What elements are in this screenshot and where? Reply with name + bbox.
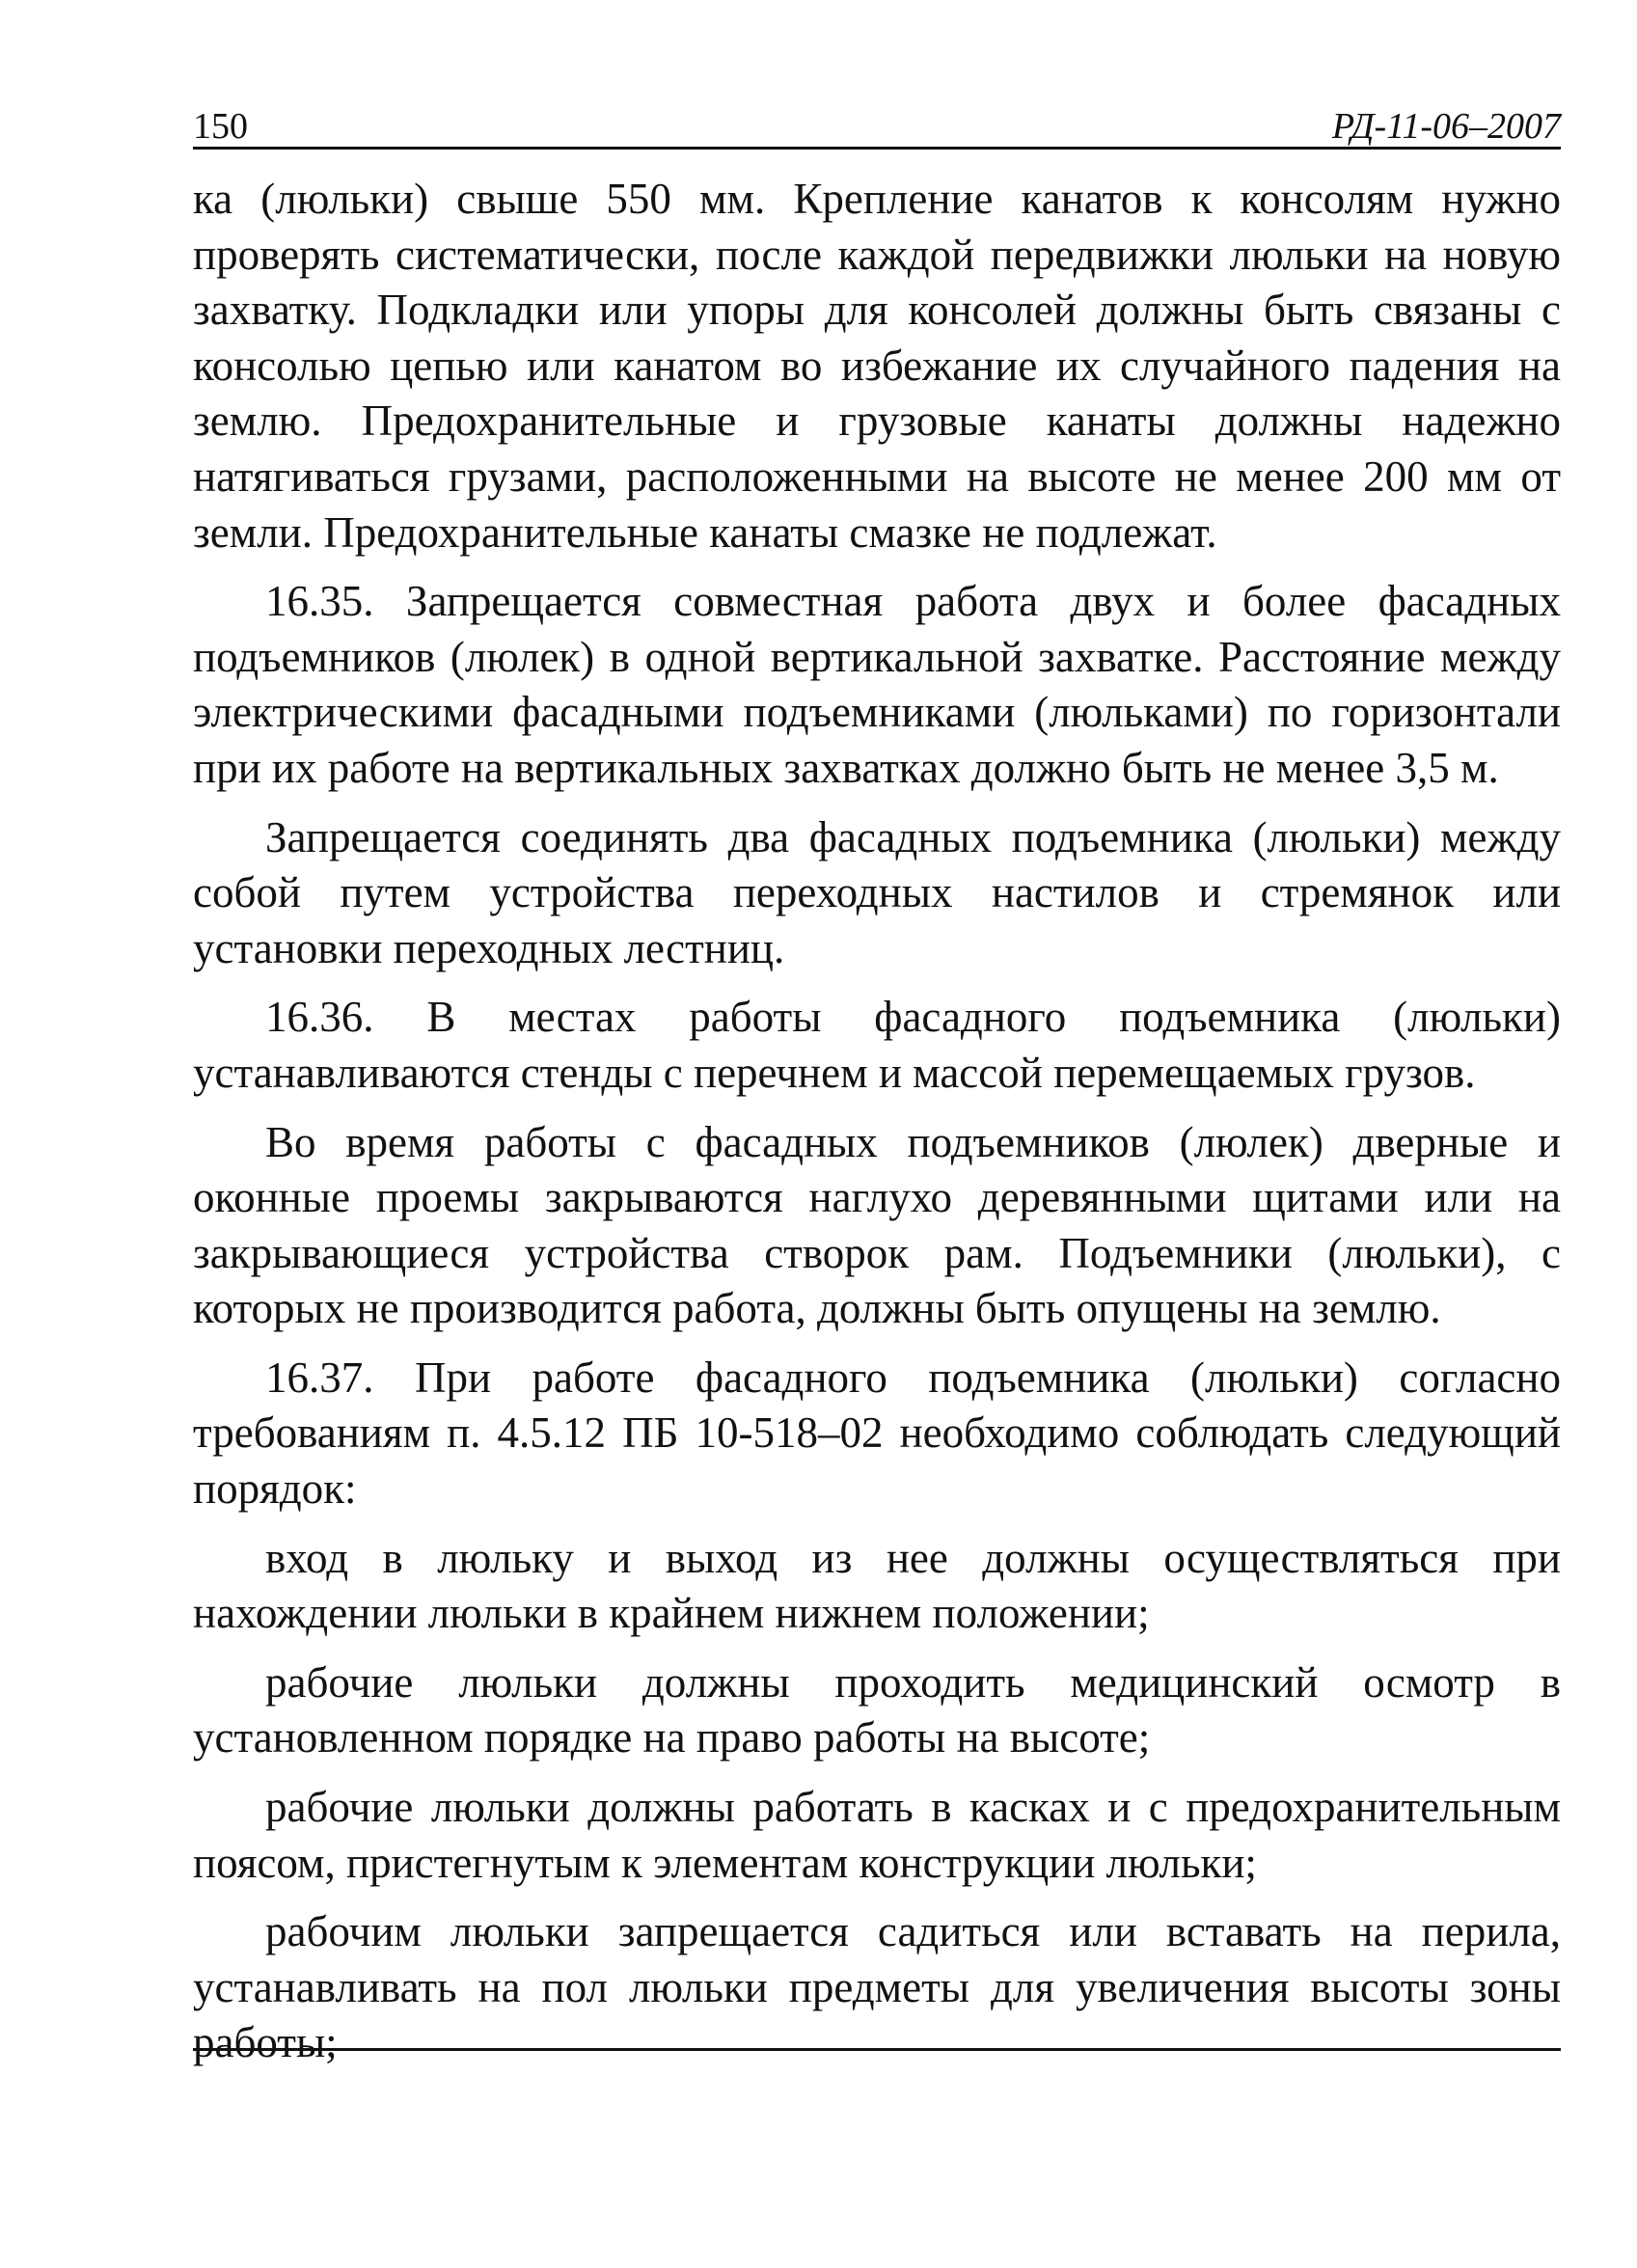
paragraph-16-35: 16.35. Запрещается совместная работа двух и более фасадных подъемников (люлек) в одной вертикальной захватке. Расстояние между электрическими фасадными подъемниками (люльками) по горизонтали при их работе на вертикальных захватках должно быть не менее 3,5 м.: [193, 577, 1561, 792]
page-number: 150: [193, 106, 248, 147]
footer-rule: [193, 2048, 1561, 2051]
list-item-no-railing: рабочим люльки запрещается садиться или вставать на перила, устанавливать на пол люльки предметы для увеличения высоты зоны работы;: [193, 1907, 1561, 2067]
paragraph-16-37: 16.37. При работе фасадного подъемника (люльки) согласно требованиям п. 4.5.12 ПБ 10-518–02 необходимо соблюдать следующий порядок:: [193, 1353, 1561, 1514]
list-item-entry-exit: вход в люльку и выход из нее должны осуществляться при нахождении люльки в крайнем нижнем положении;: [193, 1533, 1561, 1638]
paragraph-16-36: 16.36. В местах работы фасадного подъемника (люльки) устанавливаются стенды с перечнем и массой перемещаемых грузов.: [193, 993, 1561, 1097]
paragraph-continuation: ка (люльки) свыше 550 мм. Крепление канатов к консолям нужно проверять систематически, после каждой передвижки люльки на новую захватку. Подкладки или упоры для консолей должны быть связаны с консолью цепью или канатом во избежание их случайного падения на землю. Предохранительные и грузовые канаты должны надежно натягиваться грузами, расположенными на высоте не менее 200 мм от земли. Предохранительные канаты смазке не подлежат.: [193, 175, 1561, 557]
document-code: РД-11-06–2007: [1331, 106, 1561, 147]
paragraph-openings-closed: Во время работы с фасадных подъемников (люлек) дверные и оконные проемы закрываются наглухо деревянными щитами или на закрывающиеся устройства створок рам. Подъемники (люльки), с которых не производится работа, должны быть опущены на землю.: [193, 1117, 1561, 1333]
list-item-helmets-belts: рабочие люльки должны работать в касках и с предохранительным поясом, пристегнутым к элементам конструкции люльки;: [193, 1783, 1561, 1887]
body-text: [193, 172, 1561, 2071]
list-item-medical-exam: рабочие люльки должны проходить медицинский осмотр в установленном порядке на право работы на высоте;: [193, 1657, 1561, 1762]
paragraph-no-connecting: Запрещается соединять два фасадных подъемника (люльки) между собой путем устройства переходных настилов и стремянок или установки переходных лестниц.: [193, 812, 1561, 972]
page-header: [193, 99, 1561, 150]
